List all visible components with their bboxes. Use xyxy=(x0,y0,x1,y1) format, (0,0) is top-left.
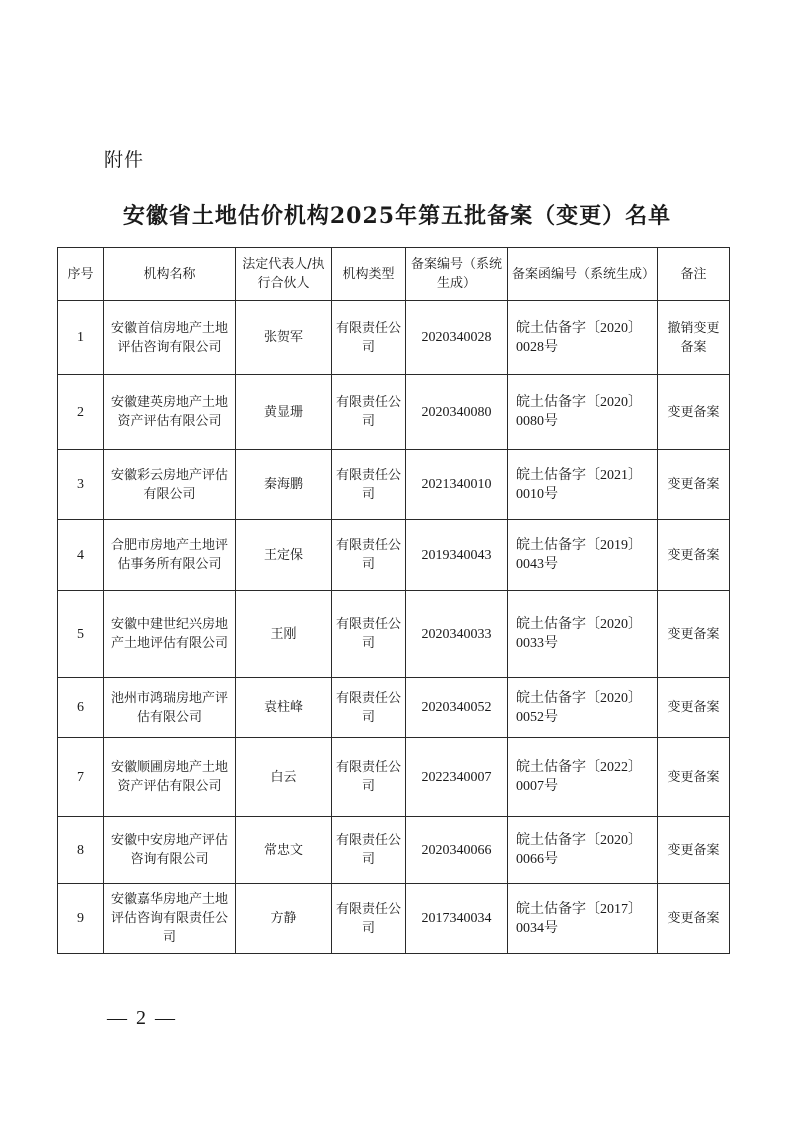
cell-rep: 常忠文 xyxy=(236,817,332,884)
header-type: 机构类型 xyxy=(332,248,406,301)
cell-reg-no: 2020340033 xyxy=(406,591,508,678)
table-row xyxy=(58,450,730,520)
cell-seq: 2 xyxy=(58,375,104,450)
table-row xyxy=(58,884,730,954)
cell-rep: 黄显珊 xyxy=(236,375,332,450)
cell-seq: 3 xyxy=(58,450,104,520)
cell-name: 安徽彩云房地产评估有限公司 xyxy=(104,450,236,520)
cell-type: 有限责任公司 xyxy=(332,375,406,450)
cell-type: 有限责任公司 xyxy=(332,738,406,817)
table-row xyxy=(58,520,730,591)
table-row xyxy=(58,375,730,450)
cell-type: 有限责任公司 xyxy=(332,678,406,738)
cell-letter-no: 皖土估备字〔2022〕0007号 xyxy=(508,738,658,817)
cell-name: 安徽顺圃房地产土地资产评估有限公司 xyxy=(104,738,236,817)
attachment-label: 附件 xyxy=(104,149,145,171)
cell-remark: 变更备案 xyxy=(658,375,730,450)
registration-table xyxy=(57,247,730,954)
table-header-row xyxy=(58,248,730,301)
document-title: 安徽省土地估价机构2025年第五批备案（变更）名单 xyxy=(122,203,672,229)
header-reg-no: 备案编号（系统生成） xyxy=(406,248,508,301)
cell-remark: 变更备案 xyxy=(658,450,730,520)
cell-letter-no: 皖土估备字〔2020〕0080号 xyxy=(508,375,658,450)
cell-seq: 5 xyxy=(58,591,104,678)
cell-reg-no: 2019340043 xyxy=(406,520,508,591)
cell-reg-no: 2017340034 xyxy=(406,884,508,954)
cell-remark: 变更备案 xyxy=(658,738,730,817)
cell-rep: 袁柱峰 xyxy=(236,678,332,738)
cell-letter-no: 皖土估备字〔2021〕0010号 xyxy=(508,450,658,520)
cell-remark: 撤销变更备案 xyxy=(658,301,730,375)
cell-name: 池州市鸿瑞房地产评估有限公司 xyxy=(104,678,236,738)
cell-reg-no: 2020340028 xyxy=(406,301,508,375)
cell-letter-no: 皖土估备字〔2019〕0043号 xyxy=(508,520,658,591)
cell-name: 安徽首信房地产土地评估咨询有限公司 xyxy=(104,301,236,375)
cell-reg-no: 2022340007 xyxy=(406,738,508,817)
cell-name: 安徽中安房地产评估咨询有限公司 xyxy=(104,817,236,884)
cell-name: 合肥市房地产土地评估事务所有限公司 xyxy=(104,520,236,591)
cell-remark: 变更备案 xyxy=(658,817,730,884)
page-number: — 2 — xyxy=(107,1007,177,1029)
cell-rep: 秦海鹏 xyxy=(236,450,332,520)
cell-remark: 变更备案 xyxy=(658,678,730,738)
header-rep: 法定代表人/执行合伙人 xyxy=(236,248,332,301)
cell-remark: 变更备案 xyxy=(658,591,730,678)
cell-rep: 张贺军 xyxy=(236,301,332,375)
cell-seq: 1 xyxy=(58,301,104,375)
cell-seq: 8 xyxy=(58,817,104,884)
cell-letter-no: 皖土估备字〔2020〕0052号 xyxy=(508,678,658,738)
table-row xyxy=(58,591,730,678)
cell-remark: 变更备案 xyxy=(658,520,730,591)
cell-type: 有限责任公司 xyxy=(332,520,406,591)
cell-seq: 6 xyxy=(58,678,104,738)
cell-letter-no: 皖土估备字〔2020〕0028号 xyxy=(508,301,658,375)
table-row xyxy=(58,301,730,375)
header-remark: 备注 xyxy=(658,248,730,301)
cell-remark: 变更备案 xyxy=(658,884,730,954)
cell-type: 有限责任公司 xyxy=(332,817,406,884)
cell-rep: 方静 xyxy=(236,884,332,954)
cell-name: 安徽嘉华房地产土地评估咨询有限责任公司 xyxy=(104,884,236,954)
cell-type: 有限责任公司 xyxy=(332,450,406,520)
table-row xyxy=(58,678,730,738)
cell-type: 有限责任公司 xyxy=(332,884,406,954)
cell-reg-no: 2020340052 xyxy=(406,678,508,738)
cell-letter-no: 皖土估备字〔2017〕0034号 xyxy=(508,884,658,954)
cell-seq: 7 xyxy=(58,738,104,817)
cell-reg-no: 2021340010 xyxy=(406,450,508,520)
cell-reg-no: 2020340080 xyxy=(406,375,508,450)
cell-rep: 白云 xyxy=(236,738,332,817)
cell-seq: 4 xyxy=(58,520,104,591)
header-letter-no: 备案函编号（系统生成） xyxy=(508,248,658,301)
cell-rep: 王定保 xyxy=(236,520,332,591)
cell-name: 安徽中建世纪兴房地产土地评估有限公司 xyxy=(104,591,236,678)
cell-letter-no: 皖土估备字〔2020〕0033号 xyxy=(508,591,658,678)
header-seq: 序号 xyxy=(58,248,104,301)
table-row xyxy=(58,738,730,817)
cell-rep: 王刚 xyxy=(236,591,332,678)
cell-name: 安徽建英房地产土地资产评估有限公司 xyxy=(104,375,236,450)
table-row xyxy=(58,817,730,884)
header-name: 机构名称 xyxy=(104,248,236,301)
cell-seq: 9 xyxy=(58,884,104,954)
cell-type: 有限责任公司 xyxy=(332,301,406,375)
cell-letter-no: 皖土估备字〔2020〕0066号 xyxy=(508,817,658,884)
cell-type: 有限责任公司 xyxy=(332,591,406,678)
cell-reg-no: 2020340066 xyxy=(406,817,508,884)
